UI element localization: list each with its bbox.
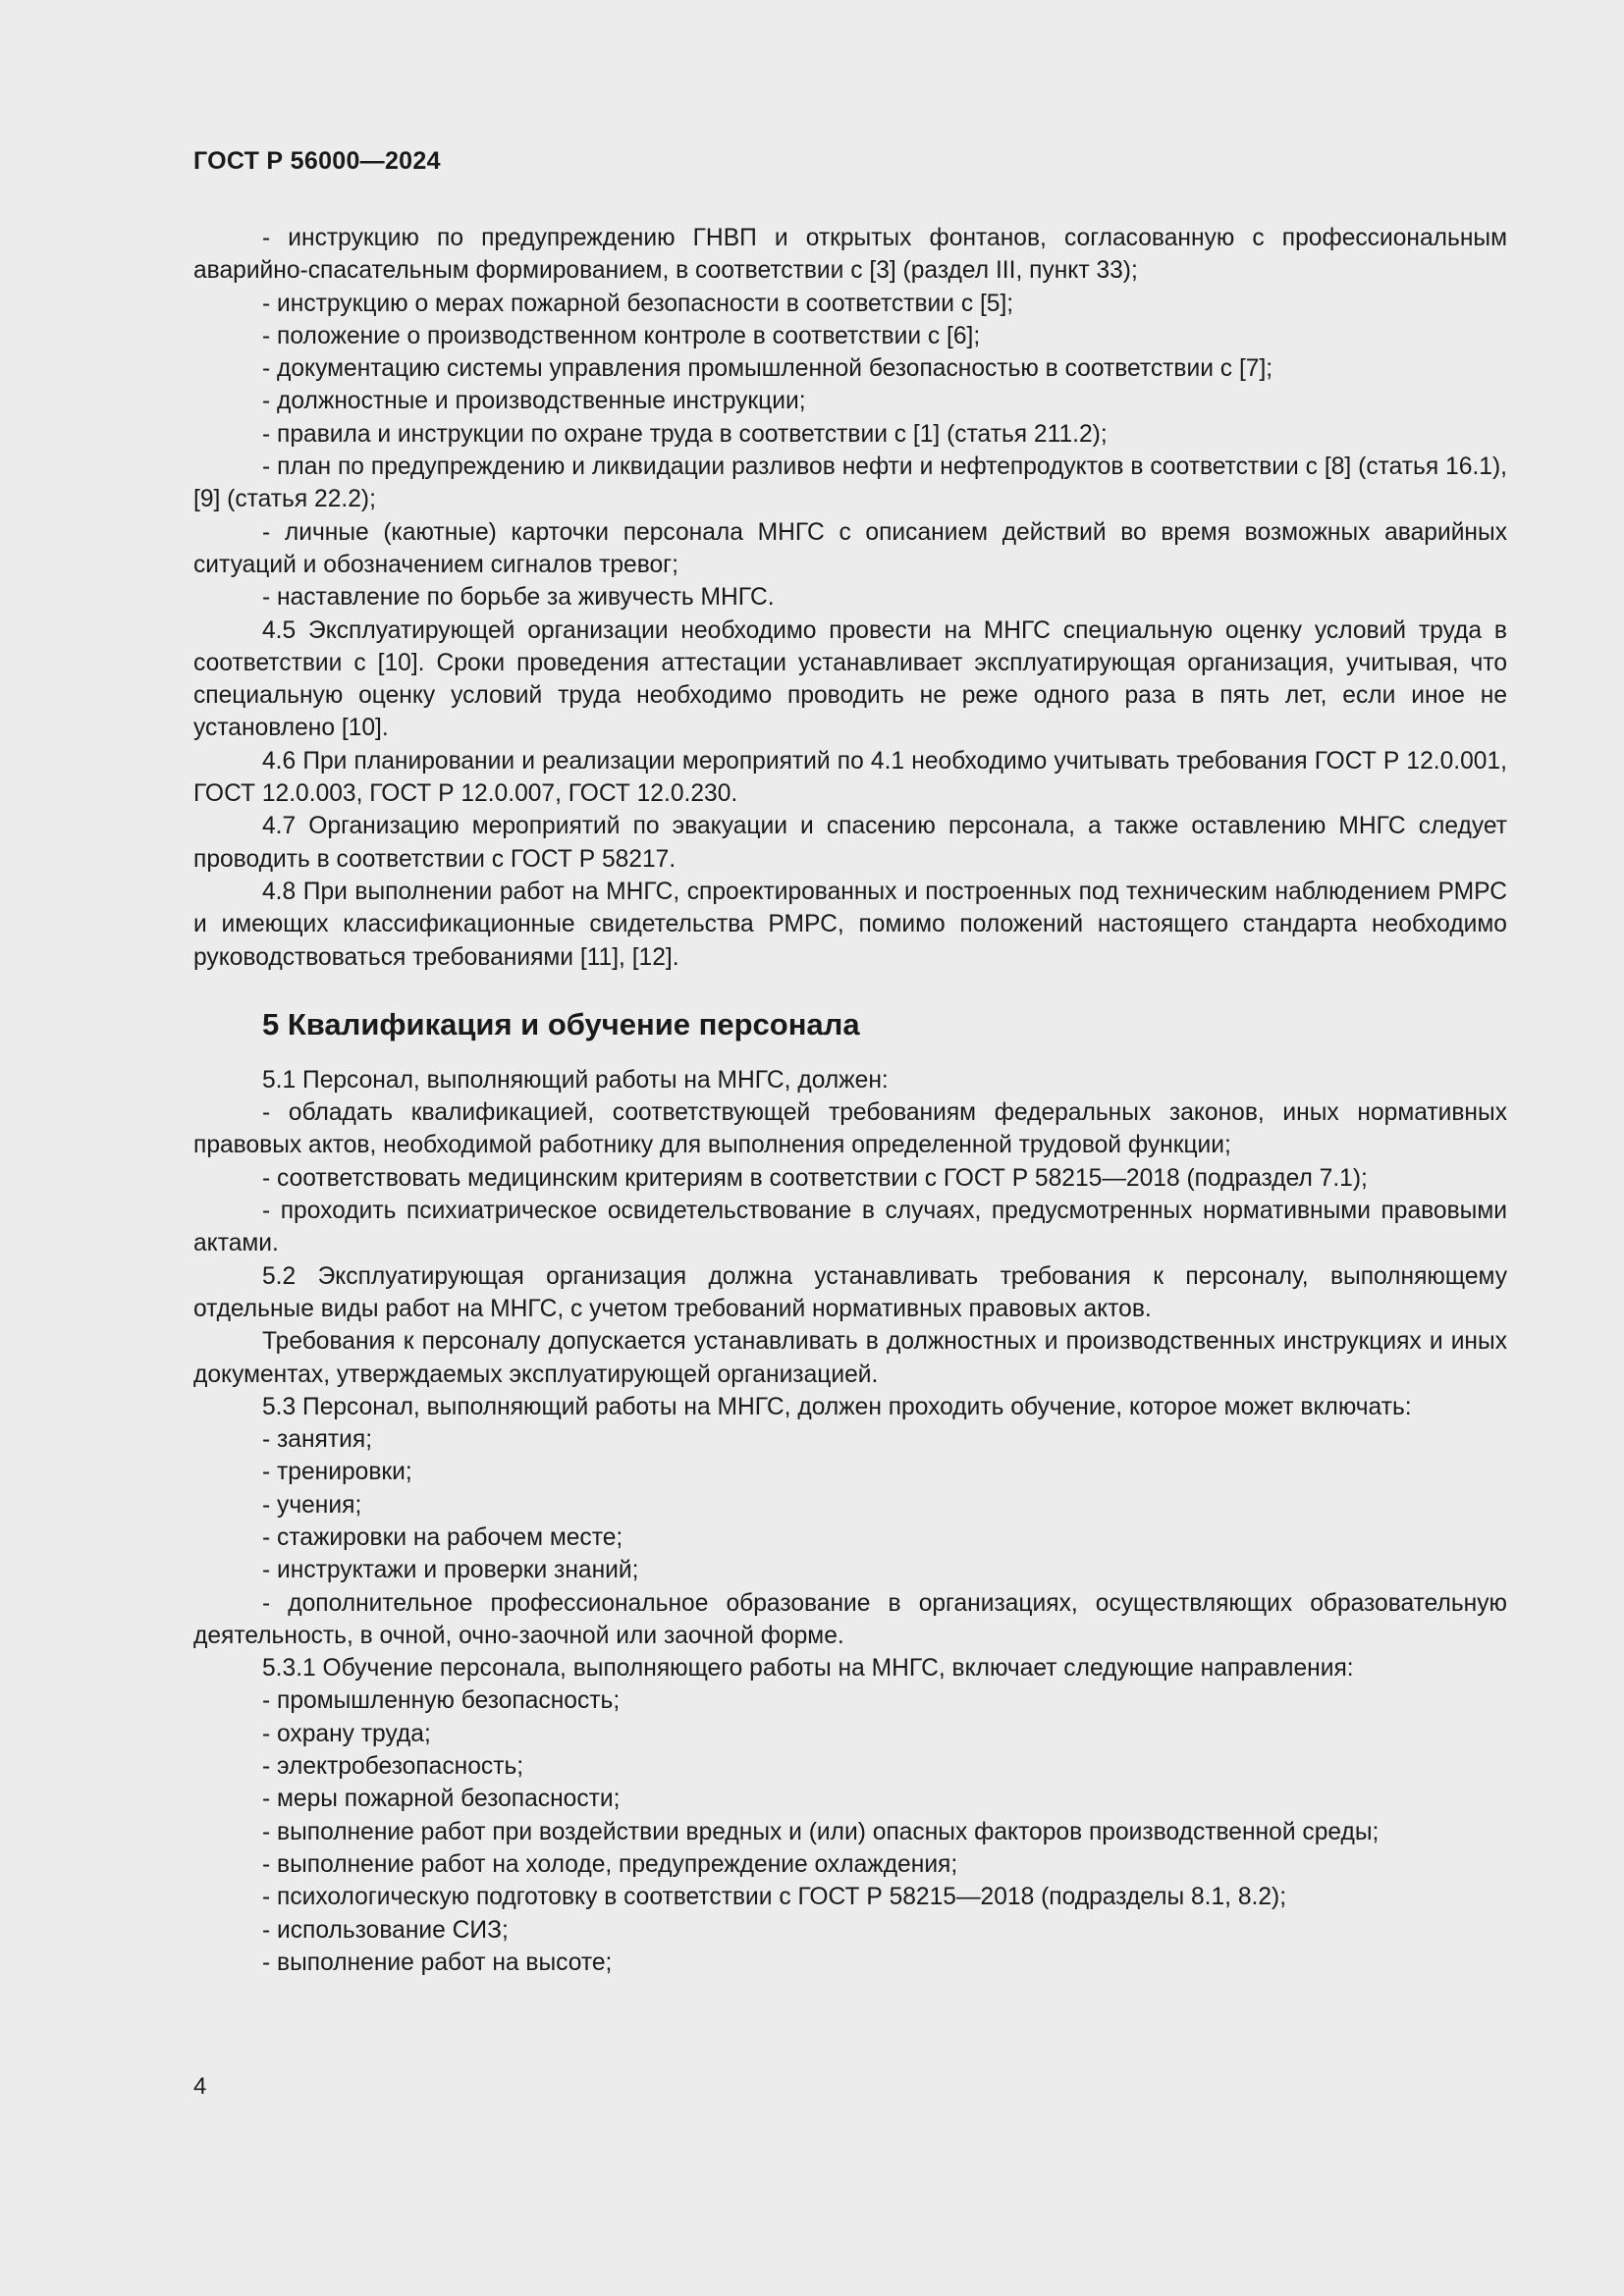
list-item: - занятия; xyxy=(262,1426,373,1454)
paragraph-4-6: 4.6 При планировании и реализации мероприятий по 4.1 необходимо учитывать требования ГОСТ Р 12.0.001, ГОСТ 12.0.003, ГОСТ Р 12.0.007, ГОСТ 12.0.230. xyxy=(193,747,1507,808)
list-item: - соответствовать медицинским критериям в соответствии с ГОСТ Р 58215—2018 (подраздел 7.1); xyxy=(262,1164,1368,1192)
paragraph-5-1: 5.1 Персонал, выполняющий работы на МНГС, должен: xyxy=(262,1066,889,1094)
list-item: - инструкцию о мерах пожарной безопасности в соответствии с [5]; xyxy=(262,290,1014,317)
list-item: - промышленную безопасность; xyxy=(262,1687,621,1715)
section-heading: 5 Квалификация и обучение персонала xyxy=(262,1006,860,1041)
paragraph-5-2: 5.2 Эксплуатирующая организация должна устанавливать требования к персоналу, выполняющему отдельные виды работ на МНГС, с учетом требований нормативных правовых актов. xyxy=(193,1262,1507,1322)
paragraph-5-3-1: 5.3.1 Обучение персонала, выполняющего работы на МНГС, включает следующие направления: xyxy=(262,1655,1354,1682)
list-item: - план по предупреждению и ликвидации разливов нефти и нефтепродуктов в соответствии с [8] (статья 16.1), [9] (статья 22.2); xyxy=(193,454,1507,513)
paragraph-5-3: 5.3 Персонал, выполняющий работы на МНГС, должен проходить обучение, которое может включать: xyxy=(262,1393,1412,1420)
list-item: - инструктажи и проверки знаний; xyxy=(262,1557,639,1584)
document-body xyxy=(193,222,1507,1979)
list-item: - инструкцию по предупреждению ГНВП и открытых фонтанов, согласованную с профессиональным аварийно-спасательным формированием, в соответствии с [3] (раздел III, пункт 33); xyxy=(193,225,1507,285)
list-item: - тренировки; xyxy=(262,1459,412,1486)
list-item: - электробезопасность; xyxy=(262,1753,524,1781)
list-item: - выполнение работ на высоте; xyxy=(262,1949,613,1976)
document-header: ГОСТ Р 56000—2024 xyxy=(193,147,441,175)
list-item: - дополнительное профессиональное образование в организациях, осуществляющих образовательную деятельность, в очной, очно-заочной или заочной форме. xyxy=(193,1589,1507,1649)
list-item: - учения; xyxy=(262,1491,362,1519)
list-item: - обладать квалификацией, соответствующей требованиям федеральных законов, иных нормативных правовых актов, необходимой работнику для выполнения определенной трудовой функции; xyxy=(193,1099,1507,1159)
list-item: - проходить психиатрическое освидетельствование в случаях, предусмотренных нормативными правовыми актами. xyxy=(193,1198,1507,1257)
list-item: - выполнение работ на холоде, предупреждение охлаждения; xyxy=(262,1850,958,1878)
paragraph-4-7: 4.7 Организацию мероприятий по эвакуации и спасению персонала, а также оставлению МНГС следует проводить в соответствии с ГОСТ Р 58217. xyxy=(193,813,1507,873)
list-item: - должностные и производственные инструкции; xyxy=(262,388,806,415)
paragraph: Требования к персоналу допускается устанавливать в должностных и производственных инструкциях и иных документах, утверждаемых эксплуатирующей организацией. xyxy=(193,1328,1507,1388)
paragraph-4-5: 4.5 Эксплуатирующей организации необходимо провести на МНГС специальную оценку условий труда в соответствии с [10]. Сроки проведения аттестации устанавливает эксплуатирующая организация, учитывая, что специальную оценку условий труда необходимо проводить не реже одного раза в пять лет, если иное не установлено [10]. xyxy=(193,616,1507,742)
list-item: - документацию системы управления промышленной безопасностью в соответствии с [7]; xyxy=(262,355,1273,383)
list-item: - использование СИЗ; xyxy=(262,1916,509,1944)
list-item: - положение о производственном контроле в соответствии с [6]; xyxy=(262,322,981,349)
page-number: 4 xyxy=(193,2073,207,2100)
list-item: - охрану труда; xyxy=(262,1720,431,1747)
list-item: - меры пожарной безопасности; xyxy=(262,1786,621,1813)
list-item: - стажировки на рабочем месте; xyxy=(262,1523,623,1551)
list-item: - личные (каютные) карточки персонала МНГС с описанием действий во время возможных аварийных ситуаций и обозначением сигналов тревог; xyxy=(193,518,1507,578)
paragraph-4-8: 4.8 При выполнении работ на МНГС, спроектированных и построенных под техническим наблюдением РМРС и имеющих классификационные свидетельства РМРС, помимо положений настоящего стандарта необходимо руководствоваться требованиями [11], [12]. xyxy=(193,878,1507,971)
list-item: - наставление по борьбе за живучесть МНГС. xyxy=(262,584,775,612)
list-item: - психологическую подготовку в соответствии с ГОСТ Р 58215—2018 (подразделы 8.1, 8.2); xyxy=(262,1884,1287,1911)
list-item: - выполнение работ при воздействии вредных и (или) опасных факторов производственной среды; xyxy=(262,1818,1380,1845)
list-item: - правила и инструкции по охране труда в соответствии с [1] (статья 211.2); xyxy=(262,420,1108,448)
